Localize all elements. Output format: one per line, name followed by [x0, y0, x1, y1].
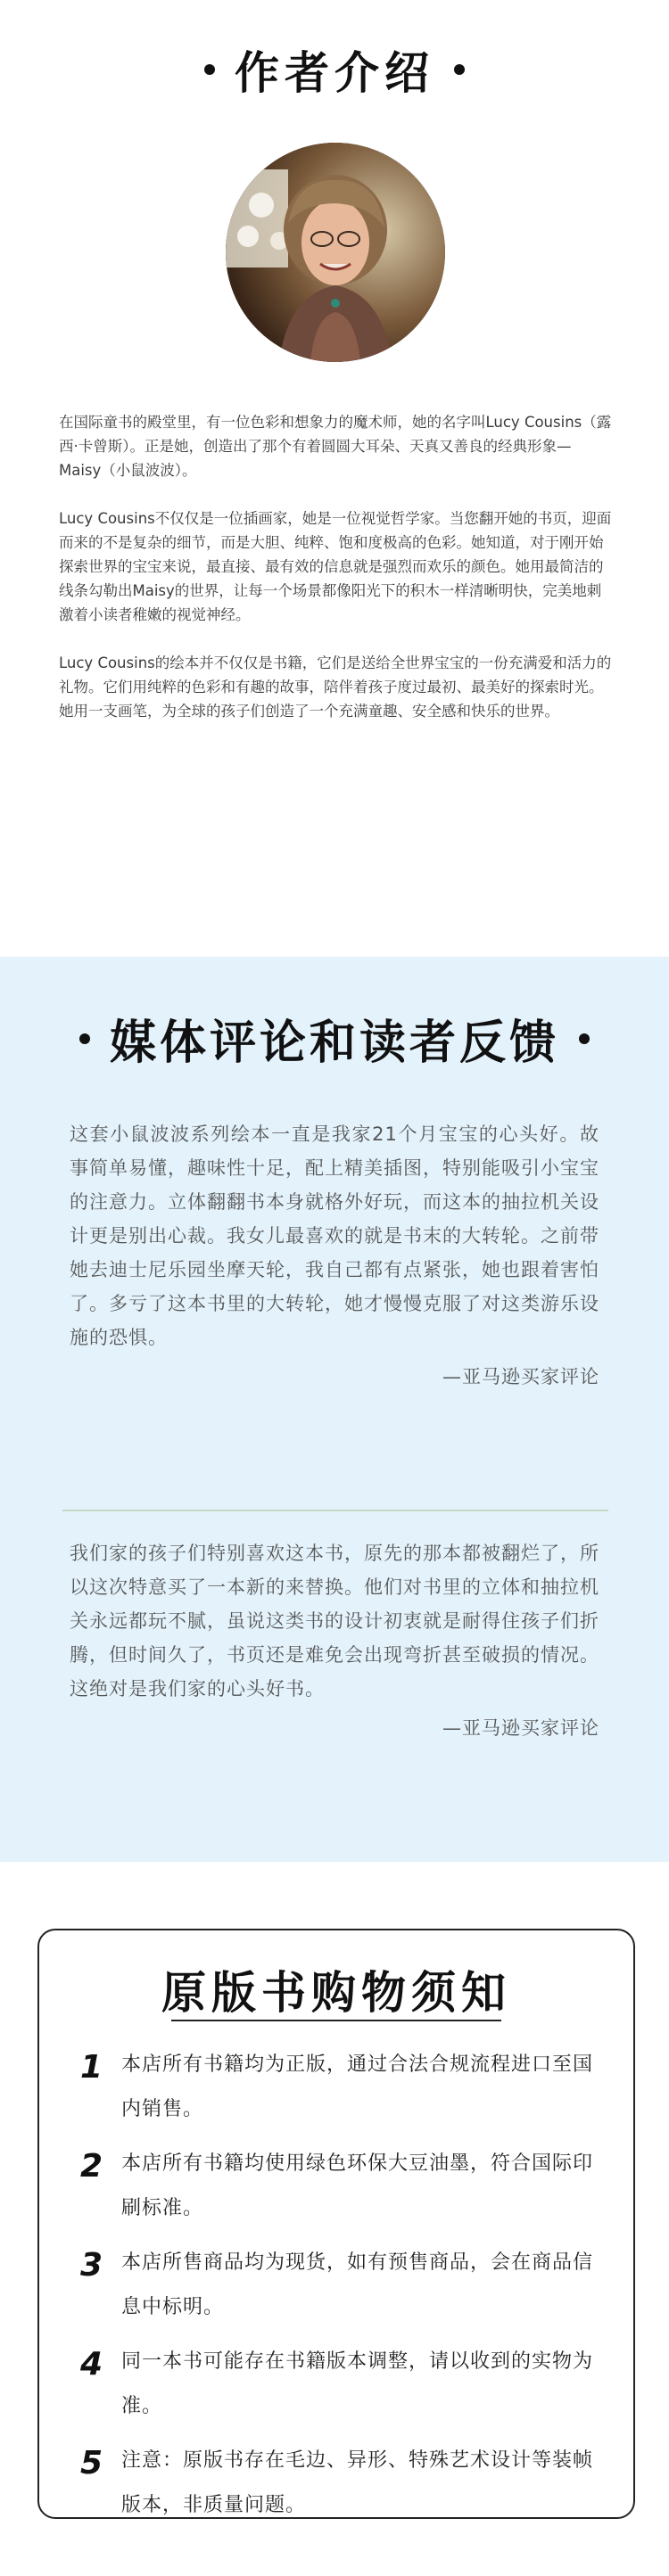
notice-text: 注意：原版书存在毛边、异形、特殊艺术设计等装帧版本，非质量问题。 — [121, 2449, 594, 2516]
bullet-dot-icon — [204, 64, 215, 75]
notice-item — [80, 2345, 598, 2429]
reviews-title-text: 媒体评论和读者反馈 — [109, 1016, 559, 1070]
notice-title-underline — [171, 2020, 501, 2021]
review-source: —亚马逊买家评论 — [442, 1717, 599, 1739]
review-text: 我们家的孩子们特别喜欢这本书，原先的那本都被翻烂了，所以这次特意买了一本新的来替换。他们对书里的立体和抽拉机关永远都玩不腻，虽说这类书的设计初衷就是耐得住孩子们折腾，但时间久了，书页还是难免会出现弯折甚至破损的情况。这绝对是我们家的心头好书。 — [70, 1543, 599, 1700]
notice-text: 本店所有书籍均为正版，通过合法合规流程进口至国内销售。 — [121, 2053, 594, 2120]
notice-number: 2 — [80, 2148, 103, 2185]
notice-text: 本店所有书籍均使用绿色环保大豆油墨，符合国际印刷标准。 — [121, 2152, 594, 2219]
bullet-dot-icon — [579, 1033, 590, 1044]
review-item — [70, 1536, 599, 1745]
bullet-dot-icon — [454, 64, 465, 75]
author-portrait — [226, 143, 445, 362]
author-bio-paragraph: Lucy Cousins不仅仅是一位插画家，她是一位视觉哲学家。当您翻开她的书页，迎面而来的不是复杂的细节，而是大胆、纯粹、饱和度极高的色彩。她知道，对于刚开始探索世界的宝宝来说，最直接、最有效的信息就是强烈而欢乐的颜色。她用最简洁的线条勾勒出Maisy的世界，让每一个场景都像阳光下的积木一样清晰明快，完美地刺激着小读者稚嫩的视觉神经。 — [59, 510, 612, 623]
reviews-section — [0, 957, 669, 1862]
notice-title: 原版书购物须知 — [161, 1967, 511, 2019]
notice-item — [80, 2246, 598, 2330]
review-item — [70, 1117, 599, 1394]
notice-number: 4 — [80, 2346, 103, 2383]
notice-number: 3 — [80, 2247, 103, 2284]
notice-item — [80, 2147, 598, 2231]
review-divider — [62, 1510, 608, 1511]
author-bio-paragraph: Lucy Cousins的绘本并不仅仅是书籍，它们是送给全世界宝宝的一份充满爱和活力的礼物。它们用纯粹的色彩和有趣的故事，陪伴着孩子度过最初、最美好的探索时光。她用一支画笔，为全球的孩子们创造了一个充满童趣、安全感和快乐的世界。 — [59, 654, 612, 720]
shopping-notice-box — [37, 1929, 635, 2519]
review-source: —亚马逊买家评论 — [442, 1366, 599, 1387]
author-bio — [59, 410, 612, 747]
notice-item — [80, 2444, 598, 2528]
notice-number: 5 — [80, 2445, 103, 2481]
author-section-heading — [0, 37, 669, 102]
author-bio-paragraph: 在国际童书的殿堂里，有一位色彩和想象力的魔术师，她的名字叫Lucy Cousins（露西·卡曾斯）。正是她，创造出了那个有着圆圆大耳朵、天真又善良的经典形象— Maisy（小鼠波波）。 — [59, 414, 612, 479]
review-text: 这套小鼠波波系列绘本一直是我家21个月宝宝的心头好。故事简单易懂，趣味性十足，配上精美插图，特别能吸引小宝宝的注意力。立体翻翻书本身就格外好玩，而这本的抽拉机关设计更是别出心裁。我女儿最喜欢的就是书末的大转轮。之前带她去迪士尼乐园坐摩天轮，我自己都有点紧张，她也跟着害怕了。多亏了这本书里的大转轮，她才慢慢克服了对这类游乐设施的恐惧。 — [70, 1123, 599, 1348]
reviews-section-heading — [0, 1005, 669, 1072]
notice-item — [80, 2048, 598, 2132]
notice-text: 同一本书可能存在书籍版本调整，请以收到的实物为准。 — [121, 2350, 594, 2417]
notice-text: 本店所售商品均为现货，如有预售商品，会在商品信息中标明。 — [121, 2251, 594, 2318]
notice-number: 1 — [80, 2049, 103, 2086]
author-title-text: 作者介绍 — [235, 47, 434, 99]
bullet-dot-icon — [79, 1033, 90, 1044]
author-section — [0, 0, 669, 957]
notice-list — [80, 2048, 598, 2543]
